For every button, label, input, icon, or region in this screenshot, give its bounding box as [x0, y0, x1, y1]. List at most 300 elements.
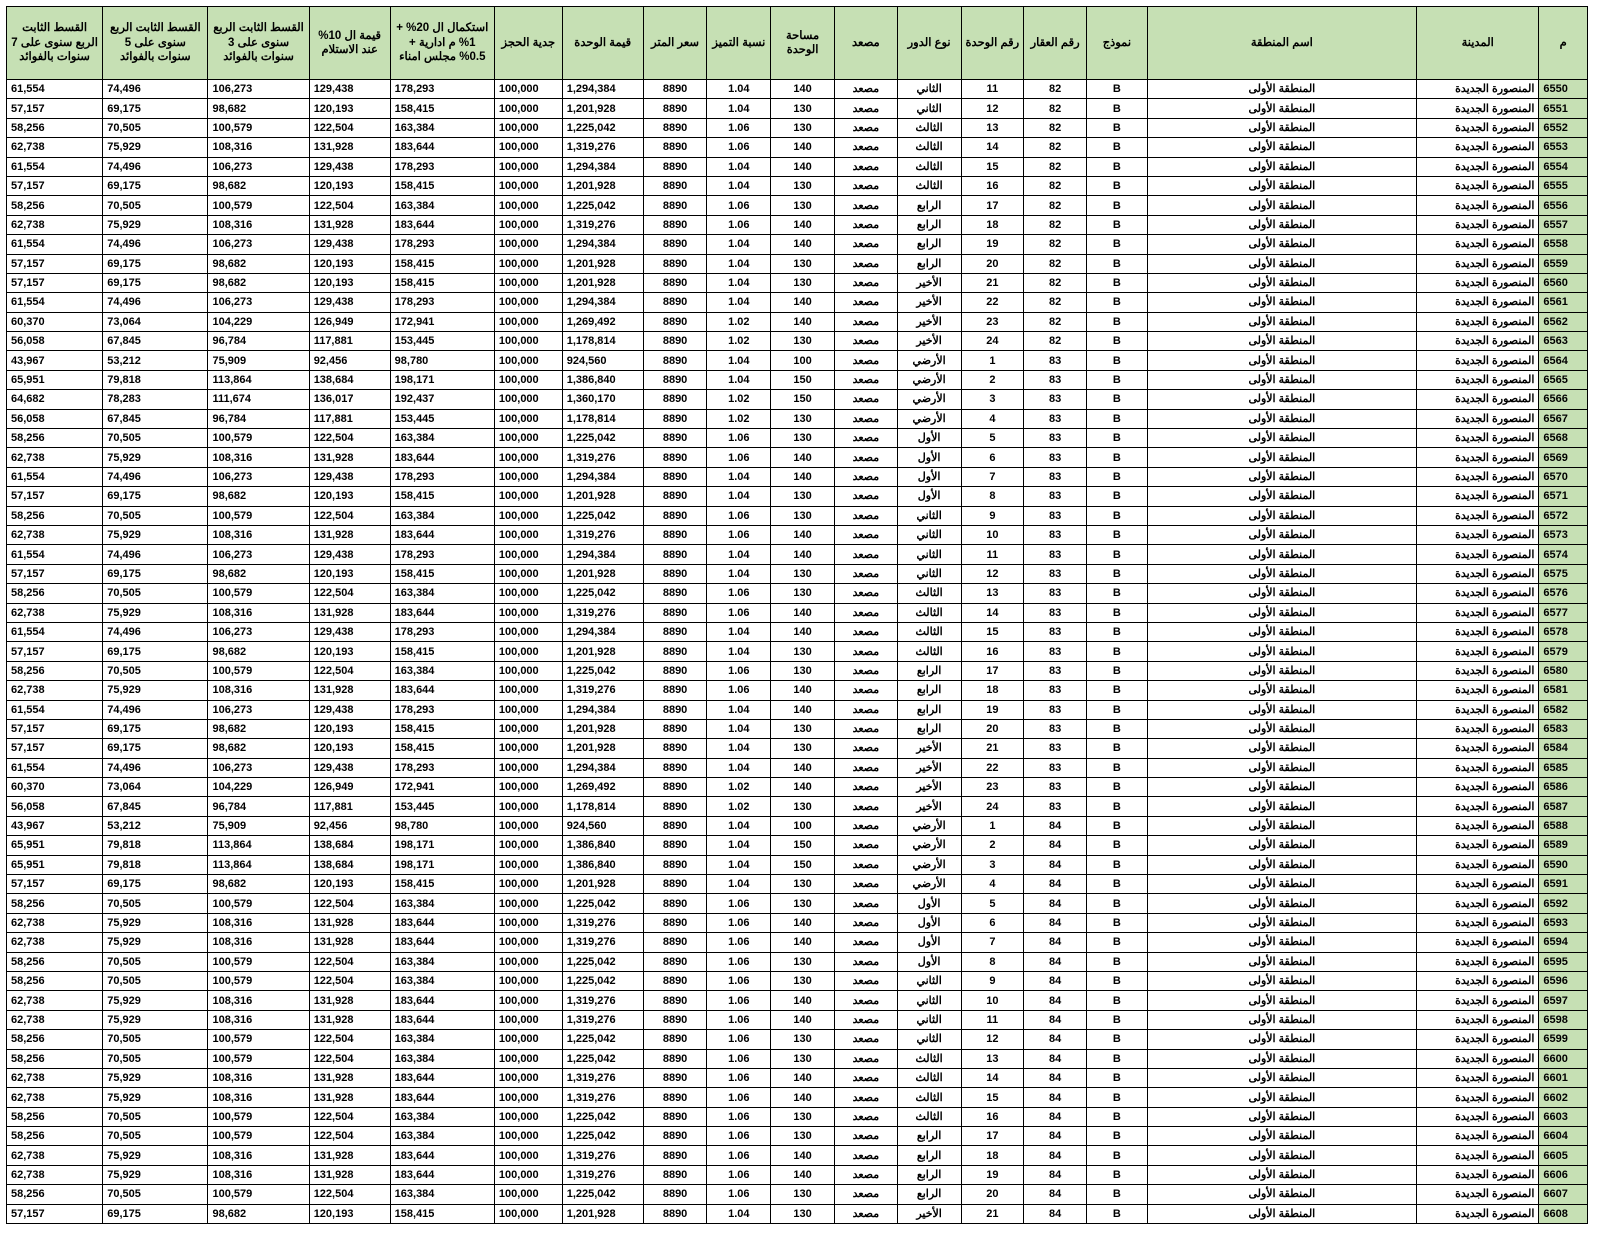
- elevator-cell: مصعد: [834, 487, 897, 506]
- handover-10pct-cell: 122,504: [309, 196, 390, 215]
- unit-no-cell: 12: [961, 99, 1024, 118]
- elevator-cell: مصعد: [834, 603, 897, 622]
- city-cell: المنصورة الجديدة: [1416, 836, 1538, 855]
- booking-deposit-cell: 100,000: [494, 118, 562, 137]
- unit-area-cell: 140: [771, 545, 835, 564]
- building-no-cell: 84: [1024, 816, 1087, 835]
- serial-cell: 6590: [1539, 855, 1588, 874]
- building-no-cell: 83: [1024, 448, 1087, 467]
- booking-deposit-cell: 100,000: [494, 1165, 562, 1184]
- table-row: [7, 293, 1588, 312]
- handover-10pct-cell: 122,504: [309, 661, 390, 680]
- installment-5y-cell: 75,929: [103, 1088, 208, 1107]
- handover-10pct-cell: 129,438: [309, 700, 390, 719]
- unit-area-cell: 140: [771, 700, 835, 719]
- installment-5y-cell: 70,505: [103, 1185, 208, 1204]
- city-cell: المنصورة الجديدة: [1416, 138, 1538, 157]
- region-cell: المنطقة الأولى: [1147, 254, 1416, 273]
- premium-ratio-cell: 1.06: [707, 991, 771, 1010]
- installment-5y-cell: 74,496: [103, 157, 208, 176]
- table-row: [7, 196, 1588, 215]
- completion-20pct-cell: 172,941: [390, 778, 494, 797]
- table-row: [7, 157, 1588, 176]
- building-no-cell: 84: [1024, 1010, 1087, 1029]
- region-cell: المنطقة الأولى: [1147, 584, 1416, 603]
- building-no-cell: 82: [1024, 138, 1087, 157]
- floor-type-cell: الرابع: [897, 700, 961, 719]
- city-cell: المنصورة الجديدة: [1416, 913, 1538, 932]
- premium-ratio-cell: 1.02: [707, 409, 771, 428]
- installment-7y-cell: 62,738: [7, 138, 103, 157]
- unit-value-cell: 1,294,384: [562, 622, 643, 641]
- model-cell: B: [1087, 525, 1148, 544]
- booking-deposit-cell: 100,000: [494, 933, 562, 952]
- booking-deposit-cell: 100,000: [494, 1088, 562, 1107]
- premium-ratio-cell: 1.04: [707, 176, 771, 195]
- meter-price-cell: 8890: [643, 681, 707, 700]
- installment-7y-cell: 58,256: [7, 1049, 103, 1068]
- floor-type-cell: الثاني: [897, 971, 961, 990]
- table-row: [7, 778, 1588, 797]
- meter-price-cell: 8890: [643, 894, 707, 913]
- unit-area-cell: 130: [771, 1107, 835, 1126]
- building-no-cell: 82: [1024, 196, 1087, 215]
- model-cell: B: [1087, 758, 1148, 777]
- region-cell: المنطقة الأولى: [1147, 1127, 1416, 1146]
- meter-price-cell: 8890: [643, 642, 707, 661]
- handover-10pct-cell: 120,193: [309, 1204, 390, 1223]
- meter-price-cell: 8890: [643, 836, 707, 855]
- unit-value-cell: 1,201,928: [562, 254, 643, 273]
- unit-area-cell: 140: [771, 138, 835, 157]
- premium-ratio-cell: 1.04: [707, 80, 771, 99]
- building-no-cell: 84: [1024, 1030, 1087, 1049]
- completion-20pct-cell: 198,171: [390, 855, 494, 874]
- elevator-cell: مصعد: [834, 1068, 897, 1087]
- unit-value-cell: 1,386,840: [562, 836, 643, 855]
- premium-ratio-cell: 1.06: [707, 1030, 771, 1049]
- table-row: [7, 429, 1588, 448]
- header-installment-3y: القسط الثابت الربع سنوى على 3 سنوات بالفوائد: [208, 7, 309, 80]
- handover-10pct-cell: 120,193: [309, 875, 390, 894]
- floor-type-cell: الأخير: [897, 797, 961, 816]
- model-cell: B: [1087, 273, 1148, 292]
- meter-price-cell: 8890: [643, 797, 707, 816]
- unit-value-cell: 1,201,928: [562, 739, 643, 758]
- region-cell: المنطقة الأولى: [1147, 448, 1416, 467]
- elevator-cell: مصعد: [834, 332, 897, 351]
- installment-5y-cell: 67,845: [103, 797, 208, 816]
- completion-20pct-cell: 178,293: [390, 467, 494, 486]
- unit-no-cell: 8: [961, 487, 1024, 506]
- installment-3y-cell: 75,909: [208, 816, 309, 835]
- model-cell: B: [1087, 681, 1148, 700]
- building-no-cell: 83: [1024, 545, 1087, 564]
- installment-3y-cell: 98,682: [208, 273, 309, 292]
- booking-deposit-cell: 100,000: [494, 1204, 562, 1223]
- installment-5y-cell: 70,505: [103, 952, 208, 971]
- meter-price-cell: 8890: [643, 1088, 707, 1107]
- header-booking-deposit: جدية الحجز: [494, 7, 562, 80]
- handover-10pct-cell: 120,193: [309, 564, 390, 583]
- installment-5y-cell: 70,505: [103, 971, 208, 990]
- elevator-cell: مصعد: [834, 99, 897, 118]
- installment-5y-cell: 75,929: [103, 913, 208, 932]
- unit-area-cell: 130: [771, 176, 835, 195]
- model-cell: B: [1087, 836, 1148, 855]
- table-row: [7, 390, 1588, 409]
- premium-ratio-cell: 1.04: [707, 642, 771, 661]
- model-cell: B: [1087, 390, 1148, 409]
- installment-5y-cell: 75,929: [103, 525, 208, 544]
- installment-3y-cell: 104,229: [208, 778, 309, 797]
- unit-area-cell: 140: [771, 157, 835, 176]
- floor-type-cell: الرابع: [897, 1146, 961, 1165]
- region-cell: المنطقة الأولى: [1147, 855, 1416, 874]
- building-no-cell: 83: [1024, 719, 1087, 738]
- building-no-cell: 84: [1024, 1088, 1087, 1107]
- city-cell: المنصورة الجديدة: [1416, 215, 1538, 234]
- installment-7y-cell: 58,256: [7, 1127, 103, 1146]
- elevator-cell: مصعد: [834, 390, 897, 409]
- building-no-cell: 82: [1024, 80, 1087, 99]
- handover-10pct-cell: 120,193: [309, 176, 390, 195]
- unit-no-cell: 20: [961, 719, 1024, 738]
- meter-price-cell: 8890: [643, 487, 707, 506]
- serial-cell: 6573: [1539, 525, 1588, 544]
- handover-10pct-cell: 131,928: [309, 991, 390, 1010]
- building-no-cell: 82: [1024, 157, 1087, 176]
- region-cell: المنطقة الأولى: [1147, 642, 1416, 661]
- unit-no-cell: 5: [961, 429, 1024, 448]
- premium-ratio-cell: 1.06: [707, 118, 771, 137]
- floor-type-cell: الثاني: [897, 80, 961, 99]
- table-row: [7, 1204, 1588, 1223]
- installment-5y-cell: 75,929: [103, 448, 208, 467]
- region-cell: المنطقة الأولى: [1147, 778, 1416, 797]
- installment-3y-cell: 113,864: [208, 836, 309, 855]
- elevator-cell: مصعد: [834, 448, 897, 467]
- unit-no-cell: 14: [961, 1068, 1024, 1087]
- installment-7y-cell: 58,256: [7, 196, 103, 215]
- handover-10pct-cell: 126,949: [309, 778, 390, 797]
- serial-cell: 6596: [1539, 971, 1588, 990]
- region-cell: المنطقة الأولى: [1147, 351, 1416, 370]
- installment-3y-cell: 98,682: [208, 719, 309, 738]
- installment-5y-cell: 74,496: [103, 467, 208, 486]
- table-row: [7, 564, 1588, 583]
- building-no-cell: 83: [1024, 758, 1087, 777]
- completion-20pct-cell: 183,644: [390, 603, 494, 622]
- installment-3y-cell: 108,316: [208, 448, 309, 467]
- unit-value-cell: 1,319,276: [562, 1068, 643, 1087]
- floor-type-cell: الأرضي: [897, 409, 961, 428]
- booking-deposit-cell: 100,000: [494, 719, 562, 738]
- booking-deposit-cell: 100,000: [494, 506, 562, 525]
- installment-5y-cell: 70,505: [103, 1049, 208, 1068]
- installment-5y-cell: 75,929: [103, 991, 208, 1010]
- unit-no-cell: 12: [961, 564, 1024, 583]
- installment-5y-cell: 70,505: [103, 1127, 208, 1146]
- table-row: [7, 312, 1588, 331]
- table-row: [7, 487, 1588, 506]
- completion-20pct-cell: 163,384: [390, 1030, 494, 1049]
- city-cell: المنصورة الجديدة: [1416, 390, 1538, 409]
- handover-10pct-cell: 92,456: [309, 816, 390, 835]
- handover-10pct-cell: 117,881: [309, 409, 390, 428]
- table-row: [7, 603, 1588, 622]
- unit-value-cell: 1,225,042: [562, 1185, 643, 1204]
- booking-deposit-cell: 100,000: [494, 196, 562, 215]
- elevator-cell: مصعد: [834, 1146, 897, 1165]
- unit-value-cell: 1,319,276: [562, 1146, 643, 1165]
- meter-price-cell: 8890: [643, 390, 707, 409]
- premium-ratio-cell: 1.06: [707, 681, 771, 700]
- city-cell: المنصورة الجديدة: [1416, 80, 1538, 99]
- table-row: [7, 1185, 1588, 1204]
- installment-7y-cell: 43,967: [7, 816, 103, 835]
- unit-value-cell: 1,201,928: [562, 642, 643, 661]
- elevator-cell: مصعد: [834, 778, 897, 797]
- building-no-cell: 84: [1024, 952, 1087, 971]
- unit-value-cell: 1,201,928: [562, 487, 643, 506]
- floor-type-cell: الثالث: [897, 176, 961, 195]
- booking-deposit-cell: 100,000: [494, 312, 562, 331]
- premium-ratio-cell: 1.04: [707, 816, 771, 835]
- unit-area-cell: 130: [771, 487, 835, 506]
- serial-cell: 6589: [1539, 836, 1588, 855]
- completion-20pct-cell: 178,293: [390, 545, 494, 564]
- handover-10pct-cell: 131,928: [309, 1146, 390, 1165]
- city-cell: المنصورة الجديدة: [1416, 545, 1538, 564]
- premium-ratio-cell: 1.06: [707, 1068, 771, 1087]
- floor-type-cell: الثالث: [897, 1088, 961, 1107]
- model-cell: B: [1087, 1185, 1148, 1204]
- table-row: [7, 351, 1588, 370]
- elevator-cell: مصعد: [834, 622, 897, 641]
- floor-type-cell: الأول: [897, 933, 961, 952]
- installment-5y-cell: 69,175: [103, 642, 208, 661]
- premium-ratio-cell: 1.04: [707, 836, 771, 855]
- unit-value-cell: 1,294,384: [562, 758, 643, 777]
- city-cell: المنصورة الجديدة: [1416, 176, 1538, 195]
- installment-5y-cell: 69,175: [103, 99, 208, 118]
- unit-area-cell: 140: [771, 913, 835, 932]
- unit-area-cell: 130: [771, 118, 835, 137]
- installment-3y-cell: 96,784: [208, 332, 309, 351]
- model-cell: B: [1087, 235, 1148, 254]
- meter-price-cell: 8890: [643, 429, 707, 448]
- handover-10pct-cell: 136,017: [309, 390, 390, 409]
- model-cell: B: [1087, 1127, 1148, 1146]
- meter-price-cell: 8890: [643, 1127, 707, 1146]
- unit-no-cell: 24: [961, 332, 1024, 351]
- header-serial: م: [1539, 7, 1588, 80]
- floor-type-cell: الثاني: [897, 506, 961, 525]
- unit-area-cell: 140: [771, 991, 835, 1010]
- model-cell: B: [1087, 1204, 1148, 1223]
- elevator-cell: مصعد: [834, 1030, 897, 1049]
- unit-value-cell: 1,294,384: [562, 467, 643, 486]
- elevator-cell: مصعد: [834, 952, 897, 971]
- model-cell: B: [1087, 215, 1148, 234]
- floor-type-cell: الأخير: [897, 273, 961, 292]
- installment-7y-cell: 61,554: [7, 700, 103, 719]
- installment-3y-cell: 100,579: [208, 894, 309, 913]
- table-row: [7, 681, 1588, 700]
- installment-3y-cell: 98,682: [208, 642, 309, 661]
- unit-area-cell: 140: [771, 1146, 835, 1165]
- unit-area-cell: 130: [771, 642, 835, 661]
- unit-area-cell: 130: [771, 196, 835, 215]
- building-no-cell: 82: [1024, 215, 1087, 234]
- region-cell: المنطقة الأولى: [1147, 157, 1416, 176]
- meter-price-cell: 8890: [643, 661, 707, 680]
- unit-area-cell: 140: [771, 681, 835, 700]
- floor-type-cell: الأرضي: [897, 855, 961, 874]
- region-cell: المنطقة الأولى: [1147, 390, 1416, 409]
- city-cell: المنصورة الجديدة: [1416, 1010, 1538, 1029]
- serial-cell: 6556: [1539, 196, 1588, 215]
- unit-no-cell: 6: [961, 913, 1024, 932]
- region-cell: المنطقة الأولى: [1147, 332, 1416, 351]
- installment-7y-cell: 64,682: [7, 390, 103, 409]
- completion-20pct-cell: 158,415: [390, 1204, 494, 1223]
- completion-20pct-cell: 183,644: [390, 525, 494, 544]
- floor-type-cell: الأخير: [897, 739, 961, 758]
- completion-20pct-cell: 158,415: [390, 487, 494, 506]
- floor-type-cell: الرابع: [897, 1185, 961, 1204]
- unit-no-cell: 23: [961, 778, 1024, 797]
- premium-ratio-cell: 1.06: [707, 1127, 771, 1146]
- region-cell: المنطقة الأولى: [1147, 797, 1416, 816]
- city-cell: المنصورة الجديدة: [1416, 1185, 1538, 1204]
- unit-area-cell: 130: [771, 894, 835, 913]
- city-cell: المنصورة الجديدة: [1416, 1088, 1538, 1107]
- elevator-cell: مصعد: [834, 351, 897, 370]
- completion-20pct-cell: 192,437: [390, 390, 494, 409]
- table-row: [7, 1010, 1588, 1029]
- table-row: [7, 816, 1588, 835]
- table-row: [7, 894, 1588, 913]
- handover-10pct-cell: 122,504: [309, 506, 390, 525]
- installment-7y-cell: 57,157: [7, 176, 103, 195]
- premium-ratio-cell: 1.04: [707, 875, 771, 894]
- building-no-cell: 83: [1024, 429, 1087, 448]
- installment-5y-cell: 70,505: [103, 584, 208, 603]
- booking-deposit-cell: 100,000: [494, 836, 562, 855]
- unit-area-cell: 130: [771, 739, 835, 758]
- premium-ratio-cell: 1.06: [707, 1107, 771, 1126]
- installment-3y-cell: 106,273: [208, 467, 309, 486]
- serial-cell: 6579: [1539, 642, 1588, 661]
- completion-20pct-cell: 198,171: [390, 370, 494, 389]
- meter-price-cell: 8890: [643, 312, 707, 331]
- unit-value-cell: 1,225,042: [562, 1107, 643, 1126]
- table-row: [7, 1146, 1588, 1165]
- installment-7y-cell: 58,256: [7, 1030, 103, 1049]
- installment-3y-cell: 108,316: [208, 215, 309, 234]
- region-cell: المنطقة الأولى: [1147, 758, 1416, 777]
- booking-deposit-cell: 100,000: [494, 991, 562, 1010]
- unit-no-cell: 10: [961, 991, 1024, 1010]
- unit-area-cell: 130: [771, 875, 835, 894]
- unit-value-cell: 1,319,276: [562, 215, 643, 234]
- building-no-cell: 83: [1024, 797, 1087, 816]
- serial-cell: 6597: [1539, 991, 1588, 1010]
- serial-cell: 6594: [1539, 933, 1588, 952]
- unit-area-cell: 150: [771, 855, 835, 874]
- meter-price-cell: 8890: [643, 99, 707, 118]
- booking-deposit-cell: 100,000: [494, 215, 562, 234]
- building-no-cell: 83: [1024, 642, 1087, 661]
- booking-deposit-cell: 100,000: [494, 487, 562, 506]
- unit-area-cell: 140: [771, 1088, 835, 1107]
- region-cell: المنطقة الأولى: [1147, 409, 1416, 428]
- premium-ratio-cell: 1.02: [707, 312, 771, 331]
- completion-20pct-cell: 178,293: [390, 758, 494, 777]
- table-row: [7, 797, 1588, 816]
- meter-price-cell: 8890: [643, 506, 707, 525]
- unit-value-cell: 1,386,840: [562, 370, 643, 389]
- completion-20pct-cell: 183,644: [390, 138, 494, 157]
- city-cell: المنصورة الجديدة: [1416, 99, 1538, 118]
- booking-deposit-cell: 100,000: [494, 797, 562, 816]
- building-no-cell: 84: [1024, 991, 1087, 1010]
- handover-10pct-cell: 120,193: [309, 642, 390, 661]
- header-model: نموذج: [1087, 7, 1148, 80]
- unit-no-cell: 13: [961, 118, 1024, 137]
- premium-ratio-cell: 1.04: [707, 1204, 771, 1223]
- building-no-cell: 82: [1024, 118, 1087, 137]
- building-no-cell: 84: [1024, 1049, 1087, 1068]
- unit-area-cell: 150: [771, 836, 835, 855]
- meter-price-cell: 8890: [643, 991, 707, 1010]
- installment-5y-cell: 70,505: [103, 118, 208, 137]
- meter-price-cell: 8890: [643, 816, 707, 835]
- building-no-cell: 83: [1024, 622, 1087, 641]
- unit-no-cell: 8: [961, 952, 1024, 971]
- header-floor-type: نوع الدور: [897, 7, 961, 80]
- city-cell: المنصورة الجديدة: [1416, 758, 1538, 777]
- unit-area-cell: 130: [771, 273, 835, 292]
- model-cell: B: [1087, 487, 1148, 506]
- unit-value-cell: 1,225,042: [562, 118, 643, 137]
- city-cell: المنصورة الجديدة: [1416, 448, 1538, 467]
- meter-price-cell: 8890: [643, 719, 707, 738]
- meter-price-cell: 8890: [643, 758, 707, 777]
- building-no-cell: 83: [1024, 525, 1087, 544]
- region-cell: المنطقة الأولى: [1147, 816, 1416, 835]
- installment-3y-cell: 108,316: [208, 681, 309, 700]
- installment-5y-cell: 75,929: [103, 1010, 208, 1029]
- city-cell: المنصورة الجديدة: [1416, 312, 1538, 331]
- installment-7y-cell: 56,058: [7, 332, 103, 351]
- unit-value-cell: 1,225,042: [562, 429, 643, 448]
- booking-deposit-cell: 100,000: [494, 1049, 562, 1068]
- unit-value-cell: 1,201,928: [562, 176, 643, 195]
- serial-cell: 6562: [1539, 312, 1588, 331]
- elevator-cell: مصعد: [834, 797, 897, 816]
- building-no-cell: 83: [1024, 700, 1087, 719]
- handover-10pct-cell: 138,684: [309, 836, 390, 855]
- booking-deposit-cell: 100,000: [494, 1010, 562, 1029]
- elevator-cell: مصعد: [834, 971, 897, 990]
- table-row: [7, 254, 1588, 273]
- region-cell: المنطقة الأولى: [1147, 80, 1416, 99]
- handover-10pct-cell: 129,438: [309, 467, 390, 486]
- installment-7y-cell: 58,256: [7, 971, 103, 990]
